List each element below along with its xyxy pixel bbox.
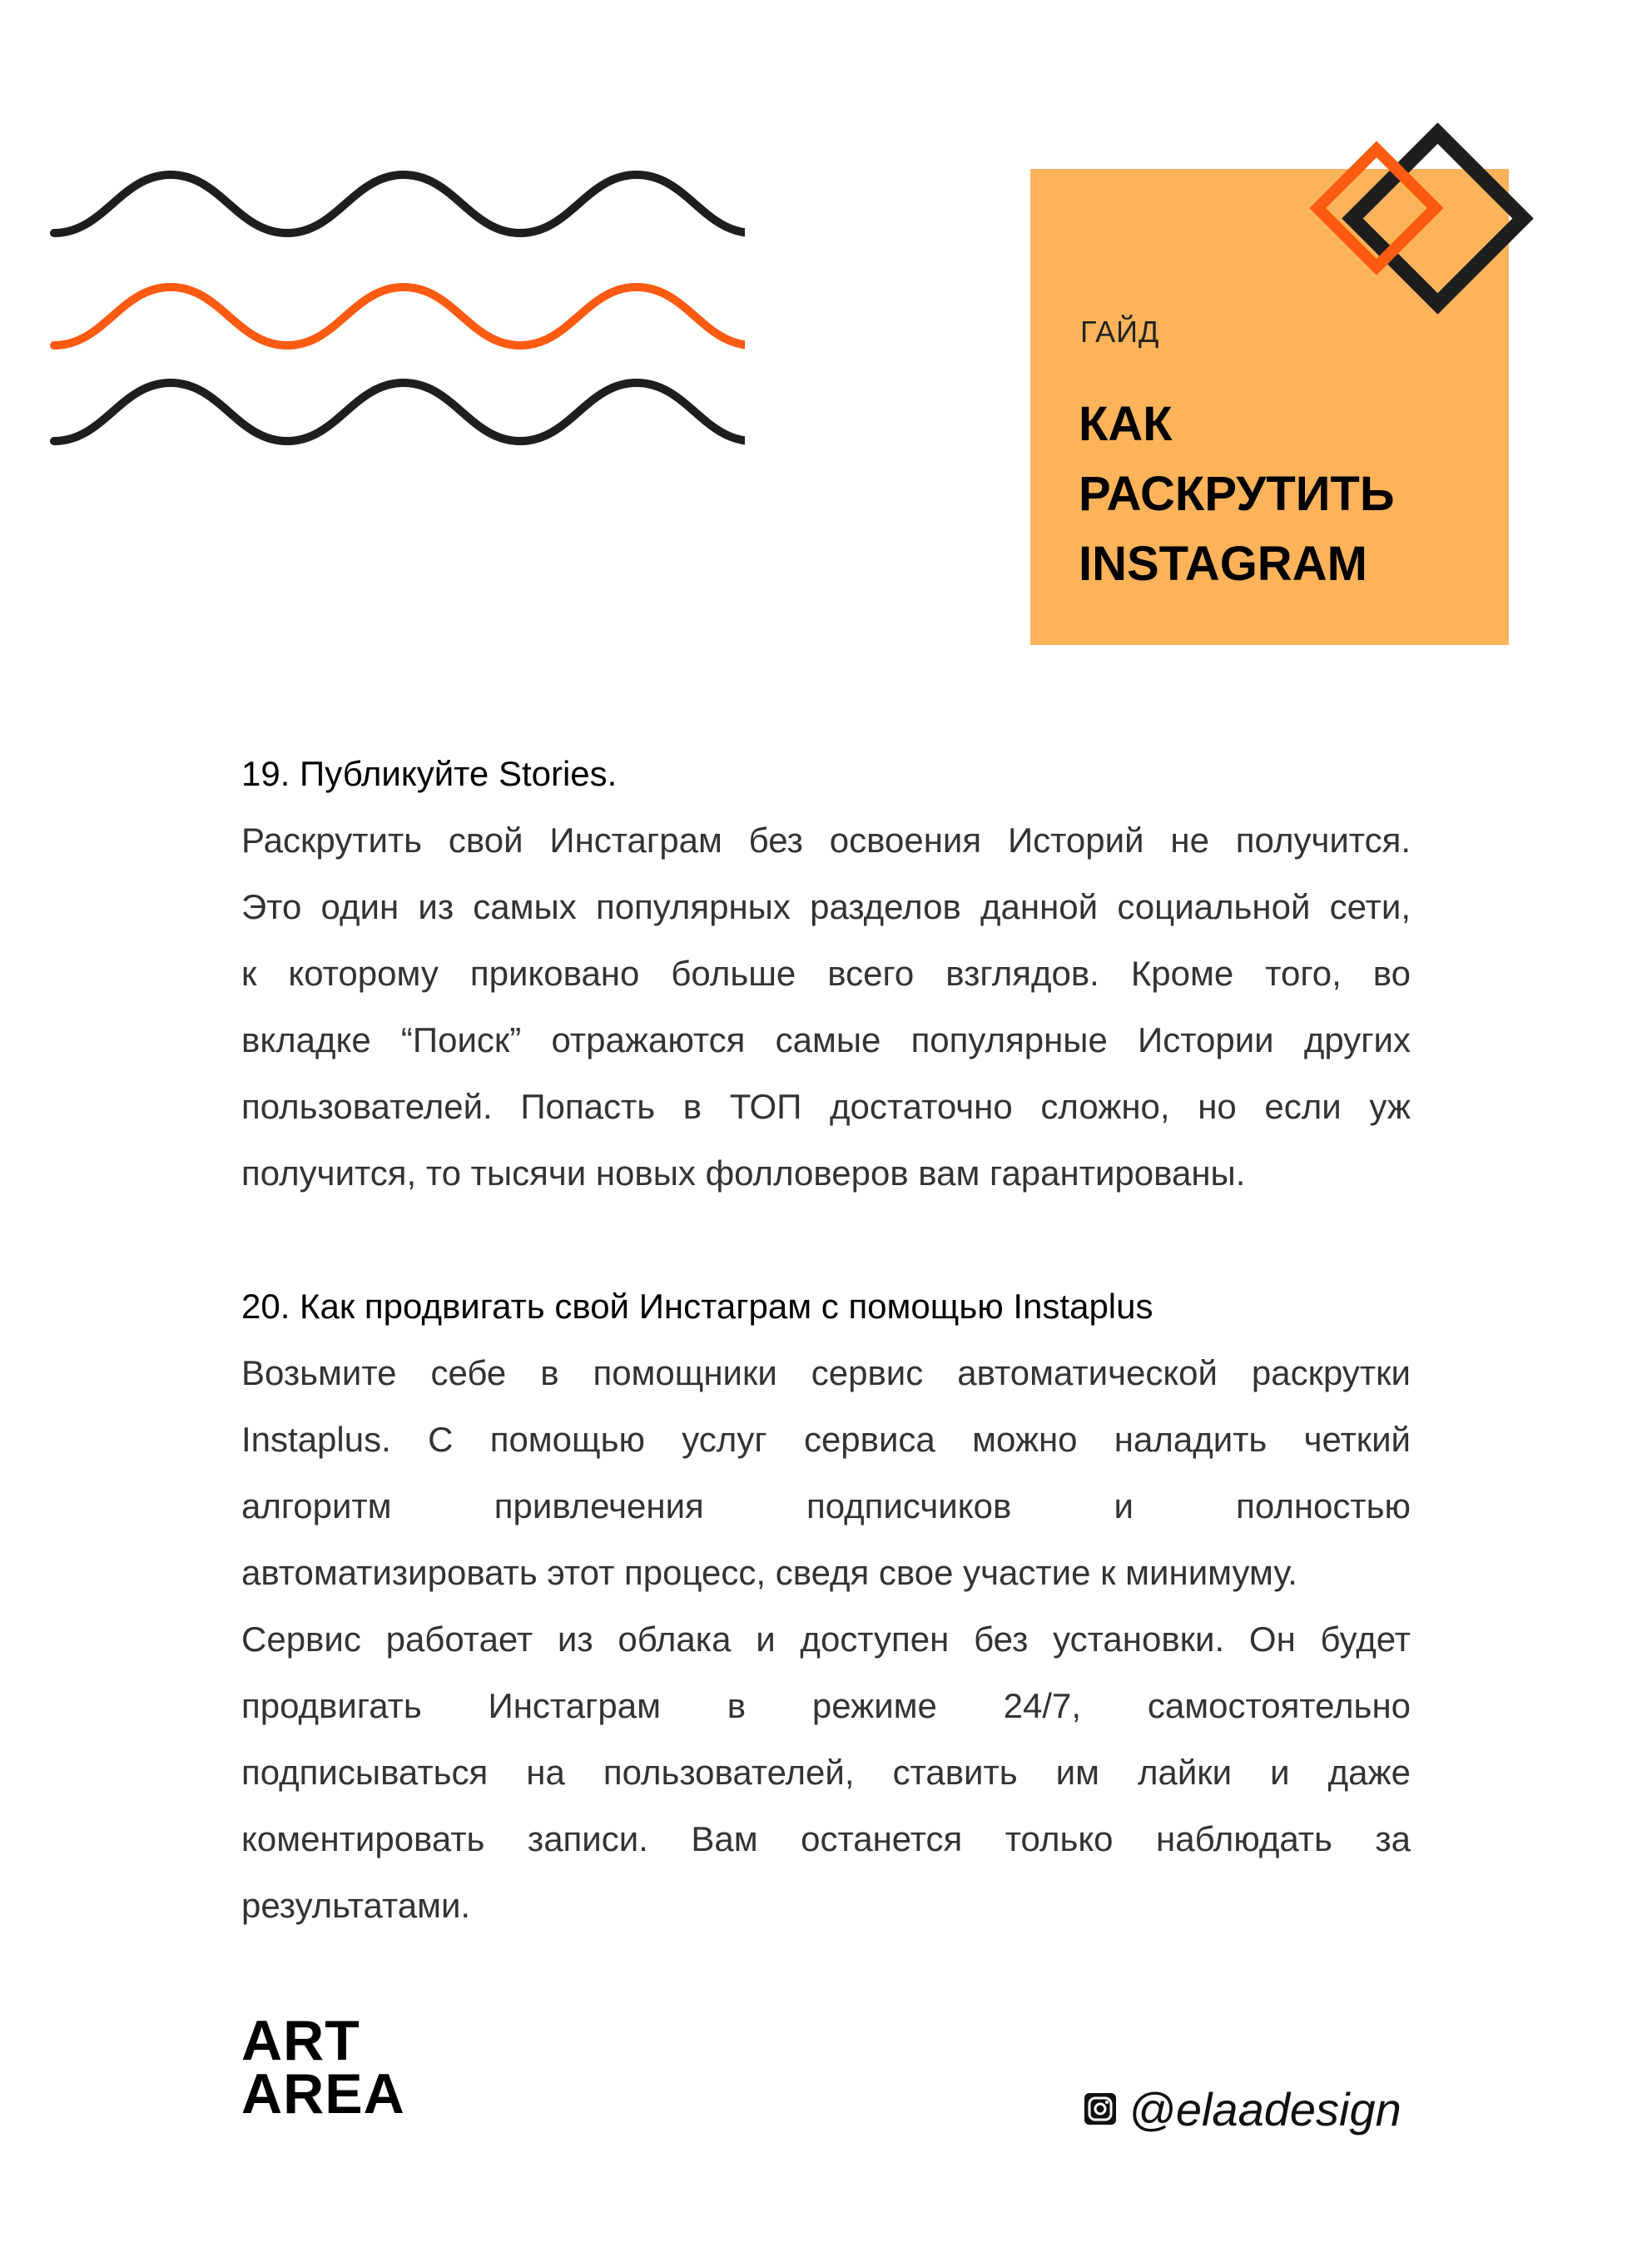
paragraph-line: Сервис работает из облака и доступен без установки. Он будет [241, 1620, 1411, 1659]
logo-line: AREA [241, 2062, 405, 2126]
paragraph-line: Возьмите себе в помощники сервис автоматической раскрутки [241, 1353, 1411, 1392]
section-stories [241, 741, 1411, 1207]
cover-title-line: РАСКРУТИТЬ [1079, 467, 1395, 521]
paragraph-line: получится, то тысячи новых фолловеров вам гарантированы. [241, 1153, 1246, 1193]
guide-content [241, 741, 1411, 1939]
wave-line-bottom [54, 383, 745, 441]
cover-title-line: КАК [1079, 397, 1173, 451]
paragraph-line: Раскрутить свой Инстаграм без освоения Историй не получится. [241, 821, 1411, 860]
section-instaplus [241, 1273, 1411, 1939]
paragraph-line: результатами. [241, 1886, 471, 1925]
art-area-logo [241, 2009, 405, 2126]
cover-title [1079, 389, 1495, 599]
logo-line: ART [241, 2009, 360, 2072]
instagram-icon [1084, 2092, 1117, 2126]
paragraph-line: алгоритм привлечения подписчиков и полностью [241, 1486, 1411, 1525]
paragraph-line: Это один из самых популярных разделов данной социальной сети, [241, 887, 1411, 926]
section-heading: 19. Публикуйте Stories. [241, 754, 618, 793]
paragraph-line: вкладке “Поиск” отражаются самые популярные Истории других [241, 1020, 1411, 1059]
decorative-waves [46, 158, 745, 458]
paragraph-line: продвигать Инстаграм в режиме 24/7, самостоятельно [241, 1686, 1411, 1725]
interlocked-diamonds-logo [1273, 117, 1556, 358]
section-heading: 20. Как продвигать свой Инстаграм с помощью Instaplus [241, 1287, 1153, 1326]
paragraph-line: автоматизировать этот процесс, сведя свое участие к минимуму. [241, 1553, 1297, 1592]
cover-kicker: ГАЙД [1080, 315, 1160, 349]
paragraph-line: пользователей. Попасть в ТОП достаточно сложно, но если уж [241, 1087, 1411, 1126]
wave-line-top [54, 175, 745, 233]
handle-text: @elaadesign [1129, 2082, 1401, 2136]
cover-title-line: INSTAGRAM [1079, 537, 1367, 591]
paragraph-line: подписываться на пользователей, ставить им лайки и даже [241, 1753, 1411, 1792]
instagram-handle[interactable] [1084, 2082, 1401, 2136]
paragraph-line: к которому приковано больше всего взглядов. Кроме того, во [241, 954, 1411, 993]
paragraph-line: Instaplus. С помощью услуг сервиса можно наладить четкий [241, 1420, 1411, 1459]
wave-line-middle [54, 287, 745, 345]
paragraph-line: коментировать записи. Вам останется только наблюдать за [241, 1819, 1411, 1858]
